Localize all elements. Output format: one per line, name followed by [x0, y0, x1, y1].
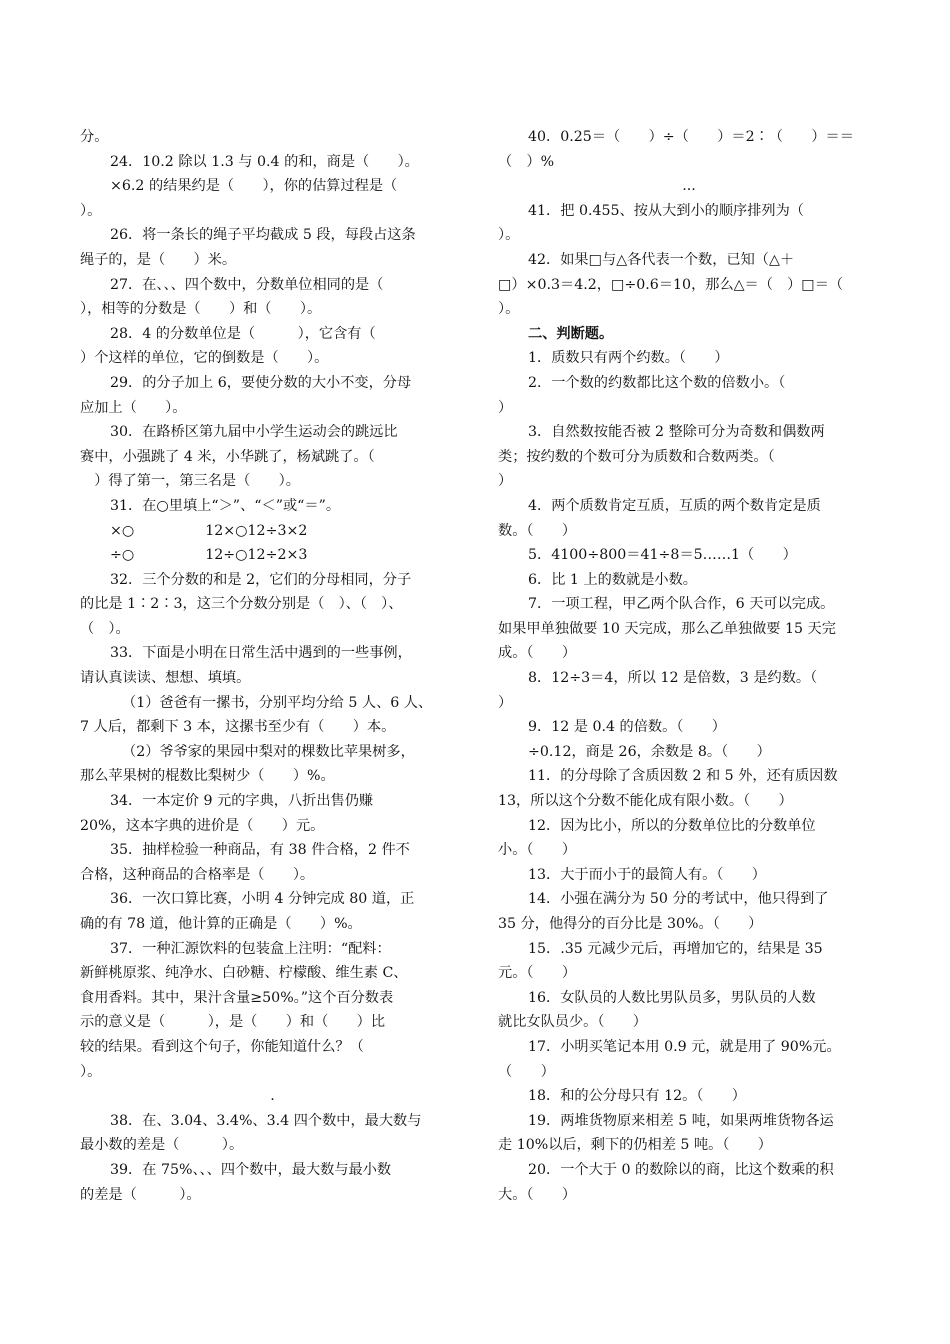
text-line: 41．把 0.455、按从大到小的顺序排列为（ — [528, 202, 804, 219]
text-line: 绳子的，是（ ）米。 — [80, 251, 237, 268]
text-line: 合格，这种商品的合格率是（ ）。 — [80, 866, 315, 883]
text-line: 17．小明买笔记本用 0.9 元，就是用了 90%元。 — [528, 1038, 841, 1055]
text-line: ）。 — [80, 202, 102, 219]
text-line: 9．12 是 0.4 的倍数。（ ） — [528, 719, 726, 736]
text-line: ）得了第一，第三名是（ ）。 — [80, 473, 300, 490]
text-line: 35．抽样检验一种商品，有 38 件合格，2 件不 — [110, 842, 410, 859]
text-line: 就比女队员少。（ ） — [498, 1014, 647, 1031]
text-line: 类；按约数的个数可分为质数和合数两类。（ — [498, 448, 775, 465]
text-line: 的比是 1∶2∶3，这三个分数分别是（ ）、（ ）、 — [80, 596, 403, 613]
text-line: 2．一个数的约数都比这个数的倍数小。（ — [528, 374, 786, 391]
text-line: 新鲜桃原浆、纯净水、白砂糖、柠檬酸、维生素 C、 — [80, 965, 408, 982]
text-line: 14．小强在满分为 50 分的考试中，他只得到了 — [528, 891, 829, 908]
text-line: 33．下面是小明在日常生活中遇到的一些事例， — [110, 645, 412, 662]
text-line: 较的结果。看到这个句子，你能知道什么？（ — [80, 1038, 364, 1055]
text-line: ×○ 12×○12÷3×2 — [110, 522, 308, 539]
text-line: 20%，这本字典的进价是（ ）元。 — [80, 817, 325, 834]
text-line: 那么苹果树的棍数比梨树少（ ）%。 — [80, 768, 335, 785]
text-line: 数。（ ） — [498, 522, 577, 539]
text-line: 13．大于而小于的最简人有。（ ） — [528, 866, 766, 883]
text-line: 4．两个质数肯定互质，互质的两个数肯定是质 — [528, 497, 821, 514]
right-column — [498, 125, 880, 1207]
text-line: 18．和的公分母只有 12。（ ） — [528, 1088, 746, 1105]
text-line: 6．比 1 上的数就是小数。 — [528, 571, 697, 588]
text-line: 36．一次口算比赛，小明 4 分钟完成 80 道，正 — [110, 891, 415, 908]
text-line: 20．一个大于 0 的数除以的商，比这个数乘的积 — [528, 1161, 834, 1178]
text-line: ），相等的分数是（ ）和（ ）。 — [80, 301, 322, 318]
text-line: 3．自然数按能否被 2 整除可分为奇数和偶数两 — [528, 424, 825, 441]
text-line: 请认真读读、想想、填填。 — [80, 670, 251, 687]
text-line: ×6.2 的结果约是（ ），你的估算过程是（ — [110, 178, 398, 195]
text-line: ）个这样的单位，它的倒数是（ ）。 — [80, 350, 329, 367]
text-line: 示的意义是（ ），是（ ）和（ ）比 — [80, 1014, 386, 1031]
text-line: 38．在、3.04、3.4%、3.4 四个数中，最大数与 — [110, 1112, 422, 1129]
text-line: ）。 — [498, 227, 520, 244]
left-column — [80, 125, 465, 1207]
text-line: 16．女队员的人数比男队员多，男队员的人数 — [528, 989, 816, 1006]
text-line: 28．4 的分数单位是（ ），它含有（ — [110, 325, 376, 342]
text-line: 赛中，小强跳了 4 米，小华跳了，杨斌跳了。（ — [80, 448, 375, 465]
text-line: 大。（ ） — [498, 1186, 577, 1203]
text-line: ） — [498, 399, 513, 416]
text-line: 32．三个分数的和是 2，它们的分母相同，分子 — [110, 571, 412, 588]
text-line: 15．.35 元减少元后，再增加它的，结果是 35 — [528, 940, 823, 957]
text-line: ） — [498, 694, 513, 711]
section-heading: 二、判断题。 — [528, 325, 614, 342]
text-line: 35 分，他得分的百分比是 30%。（ ） — [498, 916, 763, 932]
text-line: 最小数的差是（ ）。 — [80, 1137, 244, 1154]
text-line: 40．0.25＝（ ）÷（ ）＝2∶（ ）＝＝ — [528, 129, 854, 145]
text-line: ）。 — [80, 1063, 102, 1080]
text-line: 走 10%以后，剩下的仍相差 5 吨。（ ） — [498, 1137, 772, 1154]
text-line: 30．在路桥区第九届中小学生运动会的跳远比 — [110, 424, 398, 441]
text-line: 19．两堆货物原来相差 5 吨，如果两堆货物各运 — [528, 1112, 834, 1129]
text-line: 1．质数只有两个约数。（ ） — [528, 350, 729, 367]
text-line: 39．在 75%、、、四个数中，最大数与最小数 — [110, 1161, 392, 1178]
text-line: 29．的分子加上 6，要使分数的大小不变，分母 — [110, 374, 412, 391]
text-line: 7．一项工程，甲乙两个队合作，6 天可以完成。 — [528, 596, 835, 613]
text-line: （ ） — [498, 1063, 555, 1080]
text-line: 37．一种汇源饮料的包装盒上注明：“配料： — [110, 940, 391, 957]
text-line: 13，所以这个分数不能化成有限小数。（ ） — [498, 793, 793, 810]
text-line: 确的有 78 道，他计算的正确是（ ）%。 — [80, 916, 362, 932]
text-line: ）。 — [498, 301, 520, 318]
text-line: 5．4100÷800＝41÷8＝5……1（ ） — [528, 547, 797, 564]
text-line: 24．10.2 除以 1.3 与 0.4 的和，商是（ ）。 — [110, 153, 419, 170]
text-line: ÷○ 12÷○12÷2×3 — [110, 547, 308, 564]
text-line: （ ）% — [498, 153, 555, 170]
text-line: ÷0.12，商是 26，余数是 8。（ ） — [528, 743, 771, 760]
text-line: ... — [682, 178, 696, 195]
text-line: 元。（ ） — [498, 965, 577, 982]
text-line: 11．的分母除了含质因数 2 和 5 外，还有质因数 — [528, 768, 838, 785]
text-line: □）×0.3＝4.2，□÷0.6＝10，那么△＝（ ）□＝（ — [498, 276, 844, 293]
text-line: 12．因为比小，所以的分数单位比的分数单位 — [528, 817, 816, 834]
text-line: 成。（ ） — [498, 645, 577, 662]
text-line: 如果甲单独做要 10 天完成，那么乙单独做要 15 天完 — [498, 620, 836, 637]
text-line: ） — [498, 473, 513, 490]
text-line: 分。 — [80, 129, 109, 145]
text-line: 26．将一条长的绳子平均截成 5 段，每段占这条 — [110, 227, 416, 244]
text-line: 小。（ ） — [498, 842, 577, 859]
text-line: （ ）。 — [80, 620, 130, 637]
text-line: 42．如果□与△各代表一个数，已知（△＋ — [528, 251, 795, 268]
text-line: （1）爸爸有一摞书，分别平均分给 5 人、6 人、 — [122, 694, 433, 711]
text-line: 8．12÷3＝4，所以 12 是倍数，3 是约数。（ — [528, 670, 818, 687]
text-line: 应加上（ ）。 — [80, 399, 187, 416]
text-line: 的差是（ ）。 — [80, 1186, 201, 1203]
text-line: 34．一本定价 9 元的字典，八折出售仍赚 — [110, 793, 374, 810]
text-line: 食用香料。其中，果汁含量≥50%。”这个百分数表 — [80, 989, 394, 1006]
text-line: . — [270, 1088, 275, 1105]
text-line: 31．在○里填上“＞”、“＜”或“＝”。 — [110, 497, 341, 514]
text-line: 7 人后，都剩下 3 本，这摞书至少有（ ）本。 — [80, 719, 396, 736]
text-line: 27．在、、、四个数中，分数单位相同的是（ — [110, 276, 384, 293]
text-line: （2）爷爷家的果园中梨对的棵数比苹果树多， — [122, 743, 415, 760]
